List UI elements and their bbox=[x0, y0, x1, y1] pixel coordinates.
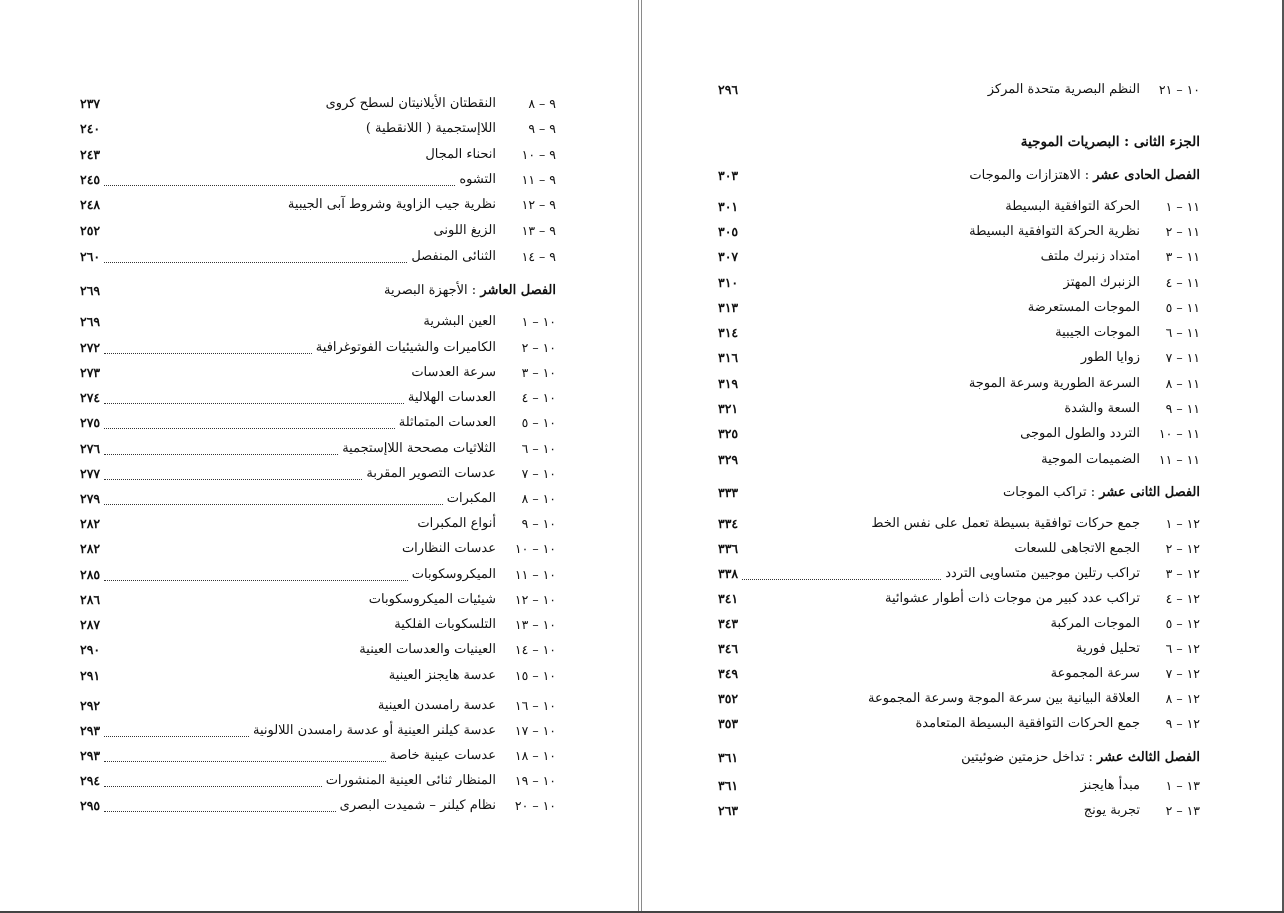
page-number: ٢٧٦ bbox=[80, 441, 101, 456]
section-title: نظرية جيب الزاوية وشروط آبى الجيبية bbox=[287, 197, 496, 212]
page-number: ٢٤٨ bbox=[80, 197, 101, 212]
page-number: ٣١٠ bbox=[718, 275, 739, 290]
section-title: التردد والطول الموجى bbox=[1020, 426, 1140, 441]
toc-spacer bbox=[104, 553, 398, 554]
toc-spacer bbox=[742, 236, 965, 237]
toc-entry bbox=[718, 297, 1200, 319]
part-title: الجزء الثانى : البصريات الموجية bbox=[1020, 134, 1200, 150]
section-number: ١١ – ٦ bbox=[1165, 325, 1200, 340]
toc-entry bbox=[718, 221, 1200, 243]
section-title: سرعة العدسات bbox=[411, 365, 496, 380]
section-title: عدسة كيلنر العينية أو عدسة رامسدن اللالونية bbox=[252, 723, 496, 738]
section-title: العينيات والعدسات العينية bbox=[359, 642, 496, 657]
section-number: ١٠ – ٥ bbox=[521, 415, 556, 430]
toc-spacer bbox=[104, 159, 421, 160]
section-title: الموجات المركبة bbox=[1050, 616, 1140, 631]
toc-entry bbox=[80, 93, 556, 115]
section-number: ١٠ – ١٣ bbox=[514, 617, 556, 632]
dot-leader bbox=[104, 503, 443, 505]
toc-entry bbox=[718, 775, 1200, 797]
section-number: ٩ – ١٠ bbox=[521, 147, 556, 162]
toc-entry bbox=[718, 563, 1200, 585]
toc-spacer bbox=[742, 603, 881, 604]
section-title: عدسات النظارات bbox=[401, 541, 496, 556]
toc-entry bbox=[80, 538, 556, 560]
section-number: ٩ – ١٣ bbox=[521, 223, 556, 238]
toc-spacer bbox=[104, 209, 284, 210]
chapter-heading bbox=[80, 280, 556, 302]
page-number: ٣٠٣ bbox=[718, 168, 739, 183]
section-number: ١٠ – ١٠ bbox=[514, 541, 556, 556]
page-number: ٢٧٢ bbox=[80, 340, 101, 355]
section-title: التشوه bbox=[459, 172, 496, 187]
page-number: ٣٤٦ bbox=[718, 641, 739, 656]
section-number: ١١ – ٢ bbox=[1165, 224, 1200, 239]
toc-entry bbox=[80, 362, 556, 384]
section-title: تراكب عدد كبير من موجات ذات أطوار عشوائية bbox=[884, 591, 1140, 606]
toc-spacer bbox=[104, 133, 362, 134]
section-title: التلسكوبات الفلكية bbox=[394, 617, 496, 632]
toc-entry bbox=[718, 79, 1200, 101]
toc-entry bbox=[718, 638, 1200, 660]
page-number: ٢٥٢ bbox=[80, 223, 101, 238]
section-number: ١٢ – ٦ bbox=[1165, 641, 1200, 656]
toc-spacer bbox=[742, 312, 1024, 313]
toc-entry bbox=[718, 713, 1200, 735]
toc-spacer bbox=[104, 710, 374, 711]
page-number: ٣٠٥ bbox=[718, 224, 739, 239]
toc-spacer bbox=[742, 337, 1051, 338]
page-number: ٢٦٣ bbox=[718, 803, 739, 818]
toc-entry bbox=[718, 449, 1200, 471]
section-title: جمع الحركات التوافقية البسيطة المتعامدة bbox=[915, 716, 1140, 731]
dot-leader bbox=[104, 810, 336, 812]
section-title: الثلاثيات مصححة اللاإستجمية bbox=[342, 441, 496, 456]
chapter-label: الفصل العاشر bbox=[480, 283, 556, 298]
toc-entry bbox=[80, 770, 556, 792]
section-number: ١٢ – ٩ bbox=[1165, 716, 1200, 731]
page-number: ٢٨٢ bbox=[80, 541, 101, 556]
toc-entry bbox=[80, 194, 556, 216]
chapter-label: الفصل الحادى عشر bbox=[1093, 168, 1200, 183]
toc-spacer bbox=[742, 790, 1076, 791]
page-number: ٣٢٩ bbox=[718, 452, 739, 467]
section-number: ١١ – ٩ bbox=[1165, 401, 1200, 416]
page-number: ٣٤٩ bbox=[718, 666, 739, 681]
section-number: ١٠ – ٣ bbox=[521, 365, 556, 380]
toc-spacer bbox=[742, 464, 1037, 465]
page-number: ٣٤٣ bbox=[718, 616, 739, 631]
toc-spacer bbox=[104, 654, 355, 655]
toc-spacer bbox=[104, 377, 407, 378]
toc-entry bbox=[718, 347, 1200, 369]
section-number: ١١ – ٤ bbox=[1165, 275, 1200, 290]
page-number: ٣٥٣ bbox=[718, 716, 739, 731]
section-title: امتداد زنبرك ملتف bbox=[1040, 249, 1140, 264]
section-title: الموجات المستعرضة bbox=[1027, 300, 1140, 315]
section-title: الزنبرك المهتز bbox=[1063, 275, 1140, 290]
page-number: ٢٦٠ bbox=[80, 249, 101, 264]
chapter-label: الفصل الثانى عشر bbox=[1099, 485, 1200, 500]
toc-spacer bbox=[742, 211, 1001, 212]
section-title: سرعة المجموعة bbox=[1050, 666, 1140, 681]
toc-entry bbox=[80, 614, 556, 636]
page-number: ٢٩٠ bbox=[80, 642, 101, 657]
section-number: ١٢ – ١ bbox=[1165, 516, 1200, 531]
toc-entry bbox=[80, 564, 556, 586]
section-number: ١٠ – ١٢ bbox=[514, 592, 556, 607]
toc-entry bbox=[718, 688, 1200, 710]
page-number: ٢٩٥ bbox=[80, 798, 101, 813]
toc-spacer bbox=[742, 762, 957, 763]
page-number: ٣٣٣ bbox=[718, 485, 739, 500]
page-number: ٢٩٣ bbox=[80, 723, 101, 738]
section-number: ١١ – ٨ bbox=[1165, 376, 1200, 391]
page-number: ٣٠١ bbox=[718, 199, 739, 214]
toc-entry bbox=[80, 311, 556, 333]
section-title: الزيغ اللونى bbox=[433, 223, 496, 238]
toc-entry bbox=[80, 337, 556, 359]
page-number: ٢٩٤ bbox=[80, 773, 101, 788]
toc-entry bbox=[718, 800, 1200, 822]
section-number: ١٠ – ٦ bbox=[521, 441, 556, 456]
toc-spacer bbox=[742, 438, 1016, 439]
toc-entry bbox=[80, 118, 556, 140]
section-number: ١١ – ١٠ bbox=[1158, 426, 1200, 441]
page-number: ٣١٩ bbox=[718, 376, 739, 391]
toc-entry bbox=[718, 272, 1200, 294]
dot-leader bbox=[104, 453, 338, 455]
section-title: مبدأ هايجنز bbox=[1080, 778, 1140, 793]
toc-spacer bbox=[104, 108, 321, 109]
chapter-title: : الاهتزازات والموجات bbox=[969, 168, 1090, 183]
section-number: ١٢ – ٣ bbox=[1165, 566, 1200, 581]
toc-spacer bbox=[104, 235, 429, 236]
chapter-heading bbox=[718, 165, 1200, 187]
page-number: ٢٦٩ bbox=[80, 283, 101, 298]
toc-spacer bbox=[742, 180, 965, 181]
toc-spacer bbox=[742, 413, 1060, 414]
section-number: ١٠ – ١٩ bbox=[514, 773, 556, 788]
dot-leader bbox=[104, 402, 404, 404]
toc-entry bbox=[718, 613, 1200, 635]
section-number: ١٠ – ١٨ bbox=[514, 748, 556, 763]
section-title: عدسات التصوير المقربة bbox=[366, 466, 496, 481]
section-title: اللاإستجمية ( اللانقطية ) bbox=[365, 121, 496, 136]
section-title: المنظار ثنائى العينية المنشورات bbox=[325, 773, 496, 788]
section-title: السرعة الطورية وسرعة الموجة bbox=[968, 376, 1140, 391]
page-number: ٢٨٦ bbox=[80, 592, 101, 607]
page-number: ٣٣٦ bbox=[718, 541, 739, 556]
page-number: ٢٧٩ bbox=[80, 491, 101, 506]
toc-spacer bbox=[742, 653, 1072, 654]
section-number: ١٣ – ١ bbox=[1165, 778, 1200, 793]
page-number: ٣٦١ bbox=[718, 750, 739, 765]
toc-entry bbox=[718, 588, 1200, 610]
page-number: ٣٤١ bbox=[718, 591, 739, 606]
dot-leader bbox=[742, 578, 941, 580]
section-title: الحركة التوافقية البسيطة bbox=[1005, 199, 1140, 214]
section-title: زوايا الطور bbox=[1080, 350, 1140, 365]
page-number: ٢٨٢ bbox=[80, 516, 101, 531]
page-number: ٢٩٦ bbox=[718, 82, 739, 97]
section-number: ١٠ – ١٦ bbox=[514, 698, 556, 713]
page-number: ٣٥٢ bbox=[718, 691, 739, 706]
section-number: ١٠ – ١٤ bbox=[514, 642, 556, 657]
toc-spacer bbox=[742, 728, 911, 729]
toc-entry bbox=[80, 795, 556, 817]
toc-entry bbox=[80, 720, 556, 742]
dot-leader bbox=[104, 352, 312, 354]
section-number: ١٢ – ٥ bbox=[1165, 616, 1200, 631]
toc-spacer bbox=[742, 94, 984, 95]
part-heading bbox=[718, 131, 1200, 153]
section-number: ٩ – ١٤ bbox=[521, 249, 556, 264]
toc-entry bbox=[718, 322, 1200, 344]
section-title: الضميمات الموجية bbox=[1041, 452, 1140, 467]
chapter-title: : تراكب الموجات bbox=[1003, 485, 1096, 500]
page-number: ٢٣٧ bbox=[80, 96, 101, 111]
page-number: ٣١٤ bbox=[718, 325, 739, 340]
page-number: ٢٩٣ bbox=[80, 748, 101, 763]
section-number: ١٠ – ٤ bbox=[521, 390, 556, 405]
toc-spacer bbox=[104, 604, 365, 605]
toc-entry bbox=[80, 589, 556, 611]
section-title: عدسة رامسدن العينية bbox=[377, 698, 496, 713]
toc-spacer bbox=[742, 678, 1046, 679]
toc-spacer bbox=[742, 553, 1010, 554]
section-number: ١٢ – ٧ bbox=[1165, 666, 1200, 681]
section-title: النقطتان الأيلانيتان لسطح كروى bbox=[325, 96, 496, 111]
toc-entry bbox=[718, 538, 1200, 560]
section-number: ١٠ – ١ bbox=[521, 314, 556, 329]
page-number: ٢٦٩ bbox=[80, 314, 101, 329]
section-number: ١٠ – ٨ bbox=[521, 491, 556, 506]
section-title: تجربة يونج bbox=[1083, 803, 1140, 818]
section-title: نظام كيلنر – شميدت البصرى bbox=[339, 798, 496, 813]
section-title: نظرية الحركة التوافقية البسيطة bbox=[969, 224, 1140, 239]
toc-spacer bbox=[742, 703, 864, 704]
section-number: ١١ – ٣ bbox=[1165, 249, 1200, 264]
toc-entry bbox=[718, 663, 1200, 685]
page-number: ٢٧٤ bbox=[80, 390, 101, 405]
toc-entry bbox=[80, 220, 556, 242]
page-number: ٣٠٧ bbox=[718, 249, 739, 264]
section-title: النظم البصرية متحدة المركز bbox=[987, 82, 1140, 97]
toc-entry bbox=[80, 488, 556, 510]
page-number: ٣٢٥ bbox=[718, 426, 739, 441]
toc-entry bbox=[80, 639, 556, 661]
toc-entry bbox=[80, 513, 556, 535]
toc-spacer bbox=[742, 287, 1059, 288]
page-number: ٣١٣ bbox=[718, 300, 739, 315]
section-number: ١٠ – ٢ bbox=[521, 340, 556, 355]
page-number: ٢٧٣ bbox=[80, 365, 101, 380]
page-number: ٣٢١ bbox=[718, 401, 739, 416]
page-number: ٢٧٧ bbox=[80, 466, 101, 481]
section-title: العلاقة البيانية بين سرعة الموجة وسرعة المجموعة bbox=[867, 691, 1140, 706]
toc-spacer bbox=[104, 629, 390, 630]
section-title: الجمع الاتجاهى للسعات bbox=[1014, 541, 1140, 556]
section-number: ١٠ – ٧ bbox=[521, 466, 556, 481]
page-number: ٢٧٥ bbox=[80, 415, 101, 430]
section-title: الكاميرات والشيئيات الفوتوغرافية bbox=[315, 340, 496, 355]
section-title: الميكروسكوبات bbox=[411, 567, 496, 582]
toc-spacer bbox=[104, 295, 380, 296]
section-number: ١٠ – ٢١ bbox=[1158, 82, 1200, 97]
chapter-heading bbox=[718, 747, 1200, 769]
dot-leader bbox=[104, 760, 385, 762]
toc-spacer bbox=[742, 497, 999, 498]
page-number: ٢٤٥ bbox=[80, 172, 101, 187]
section-number: ١٠ – ١٧ bbox=[514, 723, 556, 738]
section-title: انحناء المجال bbox=[425, 147, 496, 162]
dot-leader bbox=[104, 427, 395, 429]
toc-entry bbox=[718, 398, 1200, 420]
section-title: أنواع المكبرات bbox=[417, 516, 496, 531]
toc-entry bbox=[718, 196, 1200, 218]
toc-entry bbox=[80, 412, 556, 434]
toc-spacer bbox=[742, 528, 867, 529]
section-title: تحليل فورية bbox=[1075, 641, 1140, 656]
section-title: العدسات الهلالية bbox=[407, 390, 496, 405]
section-number: ٩ – ٩ bbox=[528, 121, 556, 136]
toc-spacer bbox=[742, 362, 1077, 363]
section-number: ١٣ – ٢ bbox=[1165, 803, 1200, 818]
toc-spacer bbox=[104, 528, 413, 529]
toc-entry bbox=[718, 246, 1200, 268]
page-number: ٣١٦ bbox=[718, 350, 739, 365]
section-title: عدسات عينية خاصة bbox=[389, 748, 496, 763]
section-number: ١٢ – ٢ bbox=[1165, 541, 1200, 556]
toc-entry bbox=[80, 665, 556, 687]
section-title: شيئيات الميكروسكوبات bbox=[368, 592, 496, 607]
toc-entry bbox=[80, 246, 556, 268]
page-number: ٢٩١ bbox=[80, 668, 101, 683]
toc-entry bbox=[718, 373, 1200, 395]
section-title: عدسة هايجنز العينية bbox=[388, 668, 496, 683]
section-number: ٩ – ١١ bbox=[521, 172, 556, 187]
dot-leader bbox=[104, 184, 455, 186]
section-title: العدسات المتماثلة bbox=[398, 415, 496, 430]
dot-leader bbox=[104, 579, 408, 581]
toc-entry bbox=[718, 423, 1200, 445]
toc-entry bbox=[80, 387, 556, 409]
toc-entry bbox=[718, 513, 1200, 535]
page-number: ٣٣٤ bbox=[718, 516, 739, 531]
toc-spacer bbox=[742, 388, 965, 389]
section-title: الموجات الجيبية bbox=[1055, 325, 1140, 340]
page-number: ٣٦١ bbox=[718, 778, 739, 793]
page-number: ٢٤٠ bbox=[80, 121, 101, 136]
section-number: ١٠ – ١٥ bbox=[514, 668, 556, 683]
section-number: ١١ – ٧ bbox=[1165, 350, 1200, 365]
section-title: المكبرات bbox=[446, 491, 496, 506]
section-number: ٩ – ١٢ bbox=[521, 197, 556, 212]
toc-entry bbox=[80, 144, 556, 166]
section-title: تراكب رتلين موجيين متساويى التردد bbox=[945, 566, 1140, 581]
toc-entry bbox=[80, 438, 556, 460]
section-number: ١٢ – ٨ bbox=[1165, 691, 1200, 706]
section-title: العين البشرية bbox=[423, 314, 496, 329]
toc-spacer bbox=[742, 261, 1037, 262]
page-number: ٢٨٥ bbox=[80, 567, 101, 582]
page-number: ٢٨٧ bbox=[80, 617, 101, 632]
toc-spacer bbox=[742, 815, 1080, 816]
page-number: ٢٤٣ bbox=[80, 147, 101, 162]
toc-entry bbox=[80, 169, 556, 191]
section-number: ١٠ – ٩ bbox=[521, 516, 556, 531]
section-number: ٩ – ٨ bbox=[528, 96, 556, 111]
section-number: ١١ – ١ bbox=[1165, 199, 1200, 214]
chapter-title: : الأجهزة البصرية bbox=[383, 283, 477, 298]
section-number: ١٠ – ١١ bbox=[514, 567, 556, 582]
section-number: ١٠ – ٢٠ bbox=[514, 798, 556, 813]
toc-spacer bbox=[742, 628, 1046, 629]
toc-spacer bbox=[104, 680, 385, 681]
toc-spacer bbox=[104, 326, 419, 327]
section-number: ١٢ – ٤ bbox=[1165, 591, 1200, 606]
toc-entry bbox=[80, 695, 556, 717]
section-title: الثنائى المنفصل bbox=[411, 249, 496, 264]
dot-leader bbox=[104, 735, 249, 737]
dot-leader bbox=[104, 261, 407, 263]
chapter-title: : تداخل حزمتين ضوئيتين bbox=[961, 750, 1093, 765]
section-number: ١١ – ١١ bbox=[1158, 452, 1200, 467]
page-number: ٣٣٨ bbox=[718, 566, 739, 581]
dot-leader bbox=[104, 478, 362, 480]
section-number: ١١ – ٥ bbox=[1165, 300, 1200, 315]
section-title: السعة والشدة bbox=[1064, 401, 1140, 416]
toc-entry bbox=[80, 745, 556, 767]
page-number: ٢٩٢ bbox=[80, 698, 101, 713]
section-title: جمع حركات توافقية بسيطة تعمل على نفس الخط bbox=[871, 516, 1140, 531]
dot-leader bbox=[104, 785, 322, 787]
toc-entry bbox=[80, 463, 556, 485]
chapter-label: الفصل الثالث عشر bbox=[1096, 750, 1200, 765]
chapter-heading bbox=[718, 482, 1200, 504]
